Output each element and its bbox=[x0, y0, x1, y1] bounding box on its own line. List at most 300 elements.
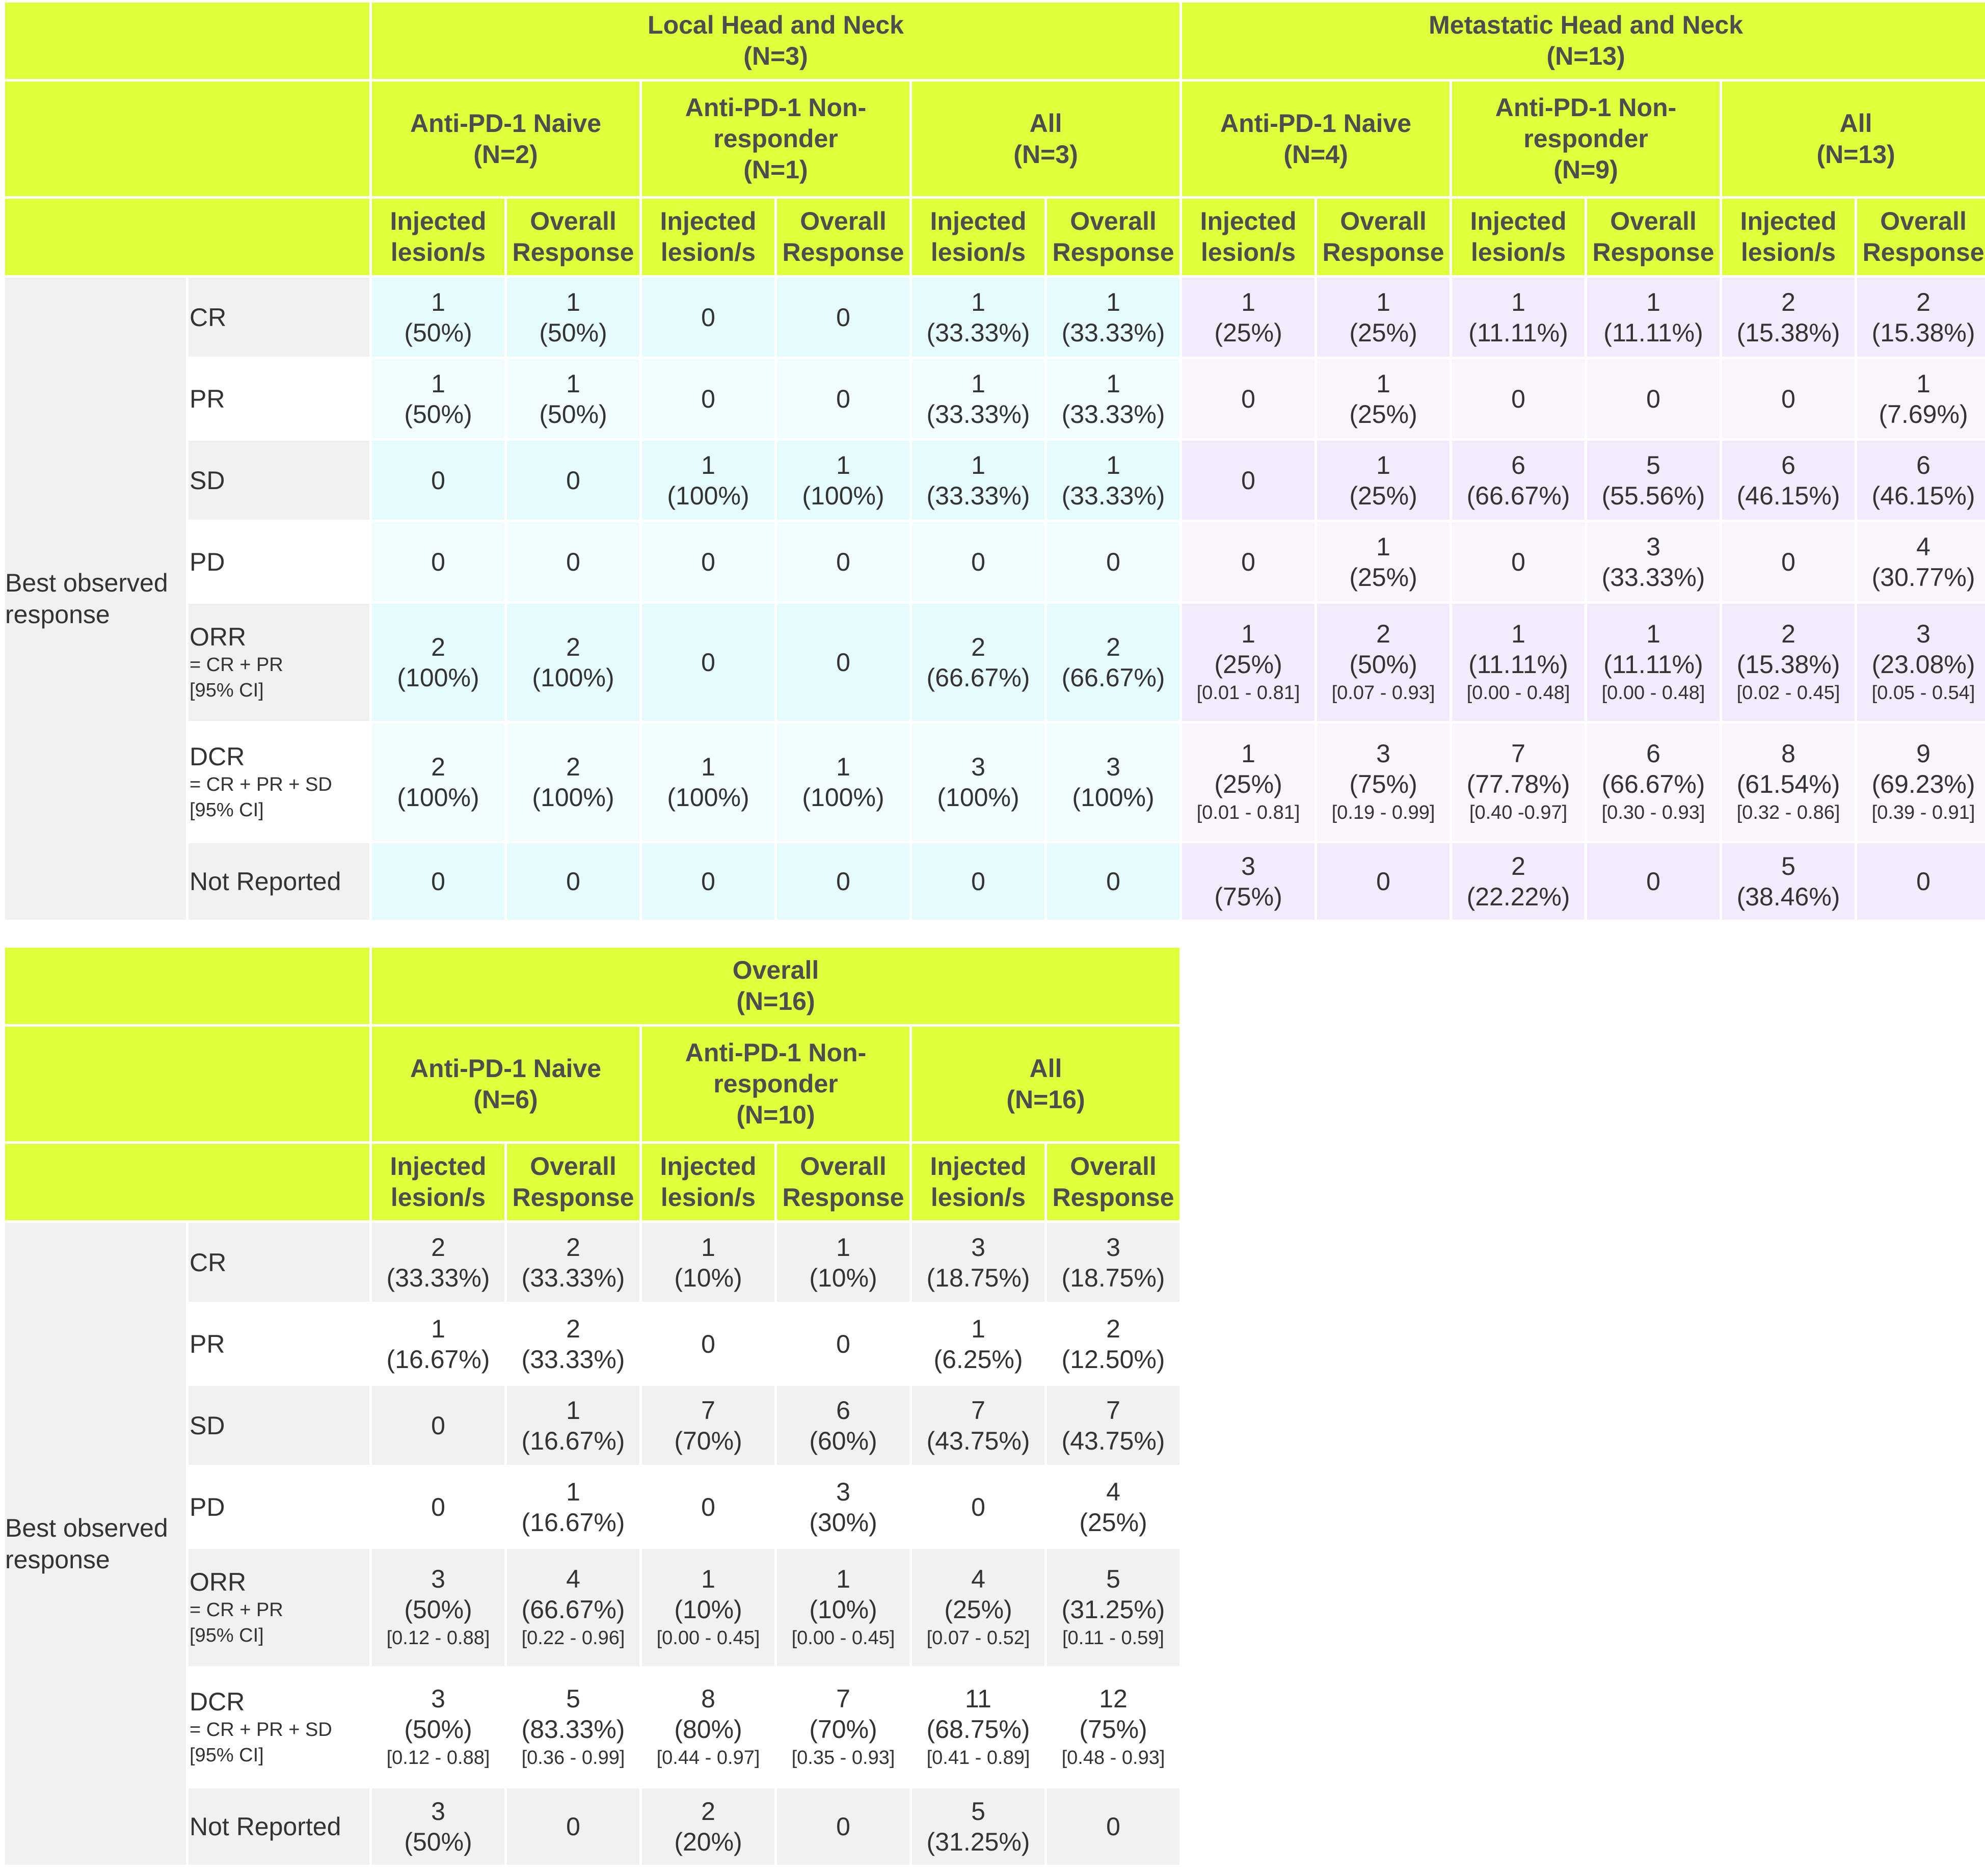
subcol-header-overall bbox=[1857, 199, 1985, 275]
row-label-text: Not Reported bbox=[190, 867, 341, 896]
percent-value: (100%) bbox=[532, 783, 614, 812]
data-cell bbox=[777, 723, 909, 841]
count-value: 0 bbox=[431, 1411, 445, 1440]
count-value: 3 bbox=[1916, 620, 1930, 648]
percent-value: (50%) bbox=[404, 318, 472, 347]
percent-value: (46.15%) bbox=[1871, 481, 1975, 510]
percent-value: (22.22%) bbox=[1466, 882, 1570, 911]
data-cell bbox=[1452, 441, 1585, 520]
count-value: 6 bbox=[1646, 739, 1660, 768]
count-value: 2 bbox=[1511, 852, 1525, 880]
data-cell bbox=[1722, 359, 1855, 438]
text-line: Response bbox=[512, 238, 634, 266]
confidence-interval: [0.07 - 0.93] bbox=[1331, 682, 1435, 704]
row-label-pd bbox=[189, 522, 369, 601]
count-value: 9 bbox=[1916, 739, 1930, 768]
text-line: Overall bbox=[800, 207, 887, 235]
data-cell bbox=[912, 441, 1044, 520]
data-cell bbox=[777, 1304, 909, 1383]
percent-value: (50%) bbox=[404, 399, 472, 428]
count-value: 0 bbox=[971, 547, 985, 576]
percent-value: (33.33%) bbox=[521, 1345, 625, 1374]
text-line: lesion/s bbox=[1200, 238, 1296, 266]
text-line: (N=3) bbox=[743, 42, 808, 70]
data-cell bbox=[912, 843, 1044, 920]
row-label-pr bbox=[189, 359, 369, 438]
data-cell bbox=[1317, 278, 1450, 357]
data-cell bbox=[642, 1223, 774, 1302]
text-line: lesion/s bbox=[390, 238, 486, 266]
count-value: 3 bbox=[971, 753, 985, 781]
count-value: 3 bbox=[971, 1232, 985, 1262]
percent-value: (25%) bbox=[1349, 399, 1417, 428]
percent-value: (15.38%) bbox=[1736, 650, 1840, 679]
data-cell bbox=[507, 359, 639, 438]
subcol-header-injected bbox=[372, 1144, 504, 1220]
subcol-header-injected bbox=[912, 1144, 1044, 1220]
percent-value: (25%) bbox=[1349, 562, 1417, 592]
text-line: Response bbox=[782, 1183, 904, 1212]
cohort-header bbox=[642, 82, 909, 196]
data-cell bbox=[642, 1386, 774, 1465]
subcol-header-injected bbox=[642, 199, 774, 275]
subcol-header-overall bbox=[507, 199, 639, 275]
data-cell bbox=[372, 359, 504, 438]
group-header-metastatic-head-and-neck bbox=[1182, 3, 1985, 79]
subcol-header-overall bbox=[777, 199, 909, 275]
subcol-header-injected bbox=[1452, 199, 1585, 275]
row-label-text: DCR bbox=[190, 742, 245, 771]
row-label-dcr bbox=[189, 1669, 369, 1786]
data-cell bbox=[912, 1223, 1044, 1302]
count-value: 0 bbox=[566, 547, 580, 576]
data-cell bbox=[507, 522, 639, 601]
data-cell bbox=[1047, 1304, 1179, 1383]
data-cell bbox=[1722, 843, 1855, 920]
row-label-text: ORR bbox=[190, 623, 247, 651]
data-cell bbox=[912, 1386, 1044, 1465]
text-line: Overall bbox=[1340, 207, 1427, 235]
percent-value: (16.67%) bbox=[386, 1345, 490, 1374]
percent-value: (16.67%) bbox=[521, 1508, 625, 1537]
text-line: Response bbox=[1052, 238, 1174, 266]
text-line: (N=1) bbox=[743, 155, 808, 184]
percent-value: (33.33%) bbox=[926, 481, 1030, 510]
count-value: 3 bbox=[1106, 1232, 1120, 1262]
percent-value: (43.75%) bbox=[1061, 1426, 1165, 1455]
text-line: Overall bbox=[1880, 207, 1967, 235]
count-value: 0 bbox=[836, 1812, 850, 1841]
data-cell bbox=[507, 1304, 639, 1383]
percent-value: (77.78%) bbox=[1466, 770, 1570, 798]
percent-value: (83.33%) bbox=[521, 1715, 625, 1744]
count-value: 0 bbox=[1106, 1812, 1120, 1841]
data-cell bbox=[1587, 604, 1720, 721]
text-line: All bbox=[1839, 109, 1872, 138]
count-value: 0 bbox=[1646, 867, 1660, 896]
percent-value: (61.54%) bbox=[1736, 770, 1840, 798]
data-cell bbox=[372, 1223, 504, 1302]
count-value: 0 bbox=[566, 1812, 580, 1841]
data-cell bbox=[1317, 522, 1450, 601]
percent-value: (50%) bbox=[404, 1828, 472, 1856]
percent-value: (100%) bbox=[397, 663, 479, 692]
count-value: 0 bbox=[701, 547, 715, 576]
text-line: Overall bbox=[1070, 207, 1157, 235]
data-cell bbox=[1182, 604, 1315, 721]
row-label-sd bbox=[189, 441, 369, 520]
count-value: 0 bbox=[1916, 867, 1930, 896]
percent-value: (25%) bbox=[1214, 770, 1282, 798]
count-value: 3 bbox=[431, 1797, 445, 1826]
text-line: (N=10) bbox=[736, 1101, 815, 1129]
data-cell bbox=[1047, 723, 1179, 841]
percent-value: (25%) bbox=[1349, 318, 1417, 347]
data-cell bbox=[1452, 843, 1585, 920]
percent-value: (25%) bbox=[1079, 1508, 1147, 1537]
count-value: 5 bbox=[566, 1684, 580, 1713]
data-cell bbox=[507, 1386, 639, 1465]
data-cell bbox=[1722, 522, 1855, 601]
count-value: 0 bbox=[836, 867, 850, 896]
confidence-interval: [0.48 - 0.93] bbox=[1061, 1747, 1165, 1768]
data-cell bbox=[507, 441, 639, 520]
data-cell bbox=[777, 522, 909, 601]
data-cell bbox=[372, 1304, 504, 1383]
percent-value: (18.75%) bbox=[1061, 1263, 1165, 1292]
confidence-interval: [0.30 - 0.93] bbox=[1601, 802, 1705, 823]
count-value: 1 bbox=[566, 369, 580, 398]
confidence-interval: [0.07 - 0.52] bbox=[926, 1627, 1030, 1649]
row-label-formula: = CR + PR bbox=[190, 654, 283, 676]
data-cell bbox=[1317, 843, 1450, 920]
subcol-header-injected bbox=[1722, 199, 1855, 275]
percent-value: (31.25%) bbox=[1061, 1595, 1165, 1624]
percent-value: (10%) bbox=[674, 1263, 742, 1292]
count-value: 2 bbox=[1106, 633, 1120, 661]
percent-value: (66.67%) bbox=[1466, 481, 1570, 510]
data-cell bbox=[1317, 359, 1450, 438]
data-cell bbox=[1722, 278, 1855, 357]
data-cell bbox=[642, 278, 774, 357]
text-line: All bbox=[1029, 1054, 1062, 1083]
confidence-interval: [0.00 - 0.48] bbox=[1601, 682, 1705, 704]
confidence-interval: [0.19 - 0.99] bbox=[1331, 802, 1435, 823]
count-value: 1 bbox=[1106, 287, 1120, 316]
count-value: 12 bbox=[1099, 1684, 1128, 1713]
data-cell bbox=[1047, 1223, 1179, 1302]
text-line: Local Head and Neck bbox=[648, 11, 904, 39]
confidence-interval: [0.05 - 0.54] bbox=[1871, 682, 1975, 704]
count-value: 0 bbox=[1511, 384, 1525, 413]
text-line: Response bbox=[782, 238, 904, 266]
data-cell bbox=[1587, 278, 1720, 357]
text-line: responder bbox=[1523, 124, 1648, 153]
percent-value: (68.75%) bbox=[926, 1715, 1030, 1744]
row-label-formula: = CR + PR bbox=[190, 1599, 283, 1621]
count-value: 0 bbox=[431, 547, 445, 576]
response-table-head-and-neck bbox=[3, 0, 1985, 922]
text-line: Injected bbox=[390, 1152, 487, 1181]
text-line: lesion/s bbox=[660, 238, 756, 266]
data-cell bbox=[642, 723, 774, 841]
data-cell bbox=[1857, 278, 1985, 357]
data-cell bbox=[642, 1669, 774, 1786]
row-label-text: CR bbox=[190, 1248, 227, 1277]
percent-value: (15.38%) bbox=[1871, 318, 1975, 347]
count-value: 0 bbox=[701, 648, 715, 677]
text-line: Overall bbox=[530, 207, 616, 235]
count-value: 6 bbox=[836, 1396, 850, 1425]
header-corner bbox=[5, 82, 369, 196]
count-value: 5 bbox=[971, 1797, 985, 1826]
count-value: 3 bbox=[1106, 753, 1120, 781]
row-label-text: PD bbox=[190, 547, 225, 576]
percent-value: (33.33%) bbox=[521, 1263, 625, 1292]
row-label-text: SD bbox=[190, 1411, 225, 1440]
data-cell bbox=[1182, 843, 1315, 920]
subcol-header-overall bbox=[1047, 199, 1179, 275]
percent-value: (25%) bbox=[1214, 650, 1282, 679]
percent-value: (50%) bbox=[1349, 650, 1417, 679]
group-header-local-head-and-neck bbox=[372, 3, 1179, 79]
percent-value: (20%) bbox=[674, 1828, 742, 1856]
count-value: 1 bbox=[1646, 287, 1660, 316]
count-value: 1 bbox=[431, 287, 445, 316]
count-value: 2 bbox=[971, 633, 985, 661]
header-corner bbox=[5, 948, 369, 1024]
header-corner bbox=[5, 1144, 369, 1220]
count-value: 0 bbox=[836, 1329, 850, 1358]
percent-value: (33.33%) bbox=[1601, 562, 1705, 592]
row-label-formula: = CR + PR + SD bbox=[190, 774, 332, 795]
cohort-header bbox=[1722, 82, 1985, 196]
count-value: 2 bbox=[566, 633, 580, 661]
count-value: 1 bbox=[1646, 620, 1660, 648]
text-line: Injected bbox=[660, 207, 757, 235]
confidence-interval: [0.12 - 0.88] bbox=[386, 1627, 490, 1649]
percent-value: (23.08%) bbox=[1871, 650, 1975, 679]
data-cell bbox=[777, 1386, 909, 1465]
text-line: Injected bbox=[930, 1152, 1027, 1181]
percent-value: (100%) bbox=[1072, 783, 1155, 812]
percent-value: (66.67%) bbox=[1601, 770, 1705, 798]
text-line: Overall bbox=[1070, 1152, 1157, 1181]
data-cell bbox=[777, 359, 909, 438]
data-cell bbox=[507, 843, 639, 920]
text-line: lesion/s bbox=[1470, 238, 1566, 266]
percent-value: (16.67%) bbox=[521, 1426, 625, 1455]
data-cell bbox=[1722, 723, 1855, 841]
text-line: (N=9) bbox=[1553, 155, 1618, 184]
count-value: 0 bbox=[1646, 384, 1660, 413]
data-cell bbox=[1047, 278, 1179, 357]
confidence-interval: [0.36 - 0.99] bbox=[521, 1747, 625, 1768]
count-value: 2 bbox=[1781, 287, 1795, 316]
count-value: 1 bbox=[431, 369, 445, 398]
subcol-header-injected bbox=[372, 199, 504, 275]
percent-value: (31.25%) bbox=[926, 1828, 1030, 1856]
confidence-interval: [0.01 - 0.81] bbox=[1196, 802, 1300, 823]
subcol-header-injected bbox=[1182, 199, 1315, 275]
data-cell bbox=[1182, 278, 1315, 357]
data-cell bbox=[642, 1304, 774, 1383]
percent-value: (33.33%) bbox=[926, 318, 1030, 347]
data-cell bbox=[1857, 522, 1985, 601]
count-value: 2 bbox=[566, 1232, 580, 1262]
row-group-label: Best observed response bbox=[5, 1223, 186, 1865]
text-line: Injected bbox=[660, 1152, 757, 1181]
count-value: 1 bbox=[1376, 450, 1390, 479]
percent-value: (80%) bbox=[674, 1715, 742, 1744]
confidence-interval: [0.01 - 0.81] bbox=[1196, 682, 1300, 704]
data-cell bbox=[912, 359, 1044, 438]
count-value: 3 bbox=[1646, 532, 1660, 561]
cohort-header bbox=[372, 1027, 639, 1141]
percent-value: (25%) bbox=[944, 1595, 1012, 1624]
count-value: 1 bbox=[1106, 450, 1120, 479]
data-cell bbox=[777, 1549, 909, 1666]
percent-value: (33.33%) bbox=[1061, 481, 1165, 510]
percent-value: (50%) bbox=[404, 1595, 472, 1624]
text-line: Anti-PD-1 Naive bbox=[410, 109, 602, 138]
subcol-header-overall bbox=[777, 1144, 909, 1220]
data-cell bbox=[1047, 441, 1179, 520]
row-label-not-reported bbox=[189, 843, 369, 920]
text-line: responder bbox=[713, 124, 838, 153]
count-value: 0 bbox=[1106, 547, 1120, 576]
row-label-text: Not Reported bbox=[190, 1812, 341, 1841]
text-line: (N=13) bbox=[1816, 140, 1895, 169]
data-cell bbox=[642, 843, 774, 920]
row-label-formula: [95% CI] bbox=[190, 680, 264, 701]
count-value: 1 bbox=[701, 1232, 715, 1262]
count-value: 1 bbox=[701, 450, 715, 479]
data-cell bbox=[1047, 522, 1179, 601]
row-label-pd bbox=[189, 1467, 369, 1546]
text-line: Overall bbox=[530, 1152, 616, 1181]
data-cell bbox=[507, 1788, 639, 1865]
data-cell bbox=[372, 1549, 504, 1666]
data-cell bbox=[1452, 359, 1585, 438]
count-value: 0 bbox=[1241, 547, 1255, 576]
count-value: 1 bbox=[1106, 369, 1120, 398]
percent-value: (38.46%) bbox=[1736, 882, 1840, 911]
count-value: 4 bbox=[1916, 532, 1930, 561]
count-value: 7 bbox=[1106, 1396, 1120, 1425]
percent-value: (10%) bbox=[674, 1595, 742, 1624]
confidence-interval: [0.41 - 0.89] bbox=[926, 1747, 1030, 1768]
percent-value: (100%) bbox=[937, 783, 1020, 812]
text-line: Injected bbox=[1740, 207, 1837, 235]
percent-value: (60%) bbox=[809, 1426, 877, 1455]
percent-value: (33.33%) bbox=[386, 1263, 490, 1292]
percent-value: (12.50%) bbox=[1061, 1345, 1165, 1374]
data-cell bbox=[1182, 723, 1315, 841]
percent-value: (7.69%) bbox=[1879, 399, 1968, 428]
count-value: 0 bbox=[431, 867, 445, 896]
data-cell bbox=[777, 1223, 909, 1302]
data-cell bbox=[1722, 604, 1855, 721]
percent-value: (50%) bbox=[539, 399, 607, 428]
text-line: Metastatic Head and Neck bbox=[1429, 11, 1743, 39]
percent-value: (70%) bbox=[809, 1715, 877, 1744]
count-value: 0 bbox=[1241, 384, 1255, 413]
count-value: 0 bbox=[1781, 547, 1795, 576]
count-value: 1 bbox=[971, 450, 985, 479]
row-label-text: ORR bbox=[190, 1568, 247, 1596]
text-line: Response bbox=[1592, 238, 1714, 266]
count-value: 0 bbox=[971, 867, 985, 896]
count-value: 1 bbox=[1511, 287, 1525, 316]
data-cell bbox=[1857, 604, 1985, 721]
count-value: 0 bbox=[836, 303, 850, 332]
count-value: 7 bbox=[1511, 739, 1525, 768]
percent-value: (46.15%) bbox=[1736, 481, 1840, 510]
data-cell bbox=[1587, 359, 1720, 438]
count-value: 2 bbox=[431, 753, 445, 781]
row-label-sd bbox=[189, 1386, 369, 1465]
cohort-header bbox=[912, 1027, 1179, 1141]
percent-value: (11.11%) bbox=[1468, 318, 1568, 347]
confidence-interval: [0.39 - 0.91] bbox=[1871, 802, 1975, 823]
count-value: 4 bbox=[1106, 1477, 1120, 1506]
confidence-interval: [0.00 - 0.45] bbox=[791, 1627, 895, 1649]
percent-value: (100%) bbox=[802, 481, 884, 510]
count-value: 1 bbox=[566, 1396, 580, 1425]
row-label-not-reported bbox=[189, 1788, 369, 1865]
count-value: 6 bbox=[1916, 450, 1930, 479]
count-value: 5 bbox=[1781, 852, 1795, 880]
count-value: 2 bbox=[701, 1797, 715, 1826]
row-label-pr bbox=[189, 1304, 369, 1383]
percent-value: (11.11%) bbox=[1603, 318, 1703, 347]
confidence-interval: [0.35 - 0.93] bbox=[791, 1747, 895, 1768]
text-line: (N=3) bbox=[1013, 140, 1078, 169]
data-cell bbox=[372, 522, 504, 601]
count-value: 3 bbox=[431, 1565, 445, 1593]
percent-value: (33.33%) bbox=[1061, 399, 1165, 428]
data-cell bbox=[1047, 359, 1179, 438]
text-line: All bbox=[1029, 109, 1062, 138]
count-value: 6 bbox=[1511, 450, 1525, 479]
cohort-header bbox=[912, 82, 1179, 196]
text-line: (N=2) bbox=[473, 140, 538, 169]
text-line: (N=4) bbox=[1283, 140, 1348, 169]
data-cell bbox=[507, 278, 639, 357]
percent-value: (33.33%) bbox=[926, 399, 1030, 428]
data-cell bbox=[1047, 1386, 1179, 1465]
count-value: 1 bbox=[971, 1314, 985, 1343]
count-value: 1 bbox=[971, 369, 985, 398]
data-cell bbox=[1857, 843, 1985, 920]
data-cell bbox=[1182, 359, 1315, 438]
percent-value: (70%) bbox=[674, 1426, 742, 1455]
text-line: Overall bbox=[732, 956, 819, 984]
count-value: 4 bbox=[971, 1565, 985, 1593]
percent-value: (50%) bbox=[404, 1715, 472, 1744]
data-cell bbox=[912, 1669, 1044, 1786]
text-line: Response bbox=[1322, 238, 1444, 266]
percent-value: (10%) bbox=[809, 1595, 877, 1624]
data-cell bbox=[372, 1467, 504, 1546]
data-cell bbox=[912, 1304, 1044, 1383]
data-cell bbox=[1182, 441, 1315, 520]
text-line: Overall bbox=[1610, 207, 1697, 235]
text-line: Injected bbox=[1470, 207, 1567, 235]
count-value: 1 bbox=[1376, 532, 1390, 561]
count-value: 2 bbox=[566, 753, 580, 781]
